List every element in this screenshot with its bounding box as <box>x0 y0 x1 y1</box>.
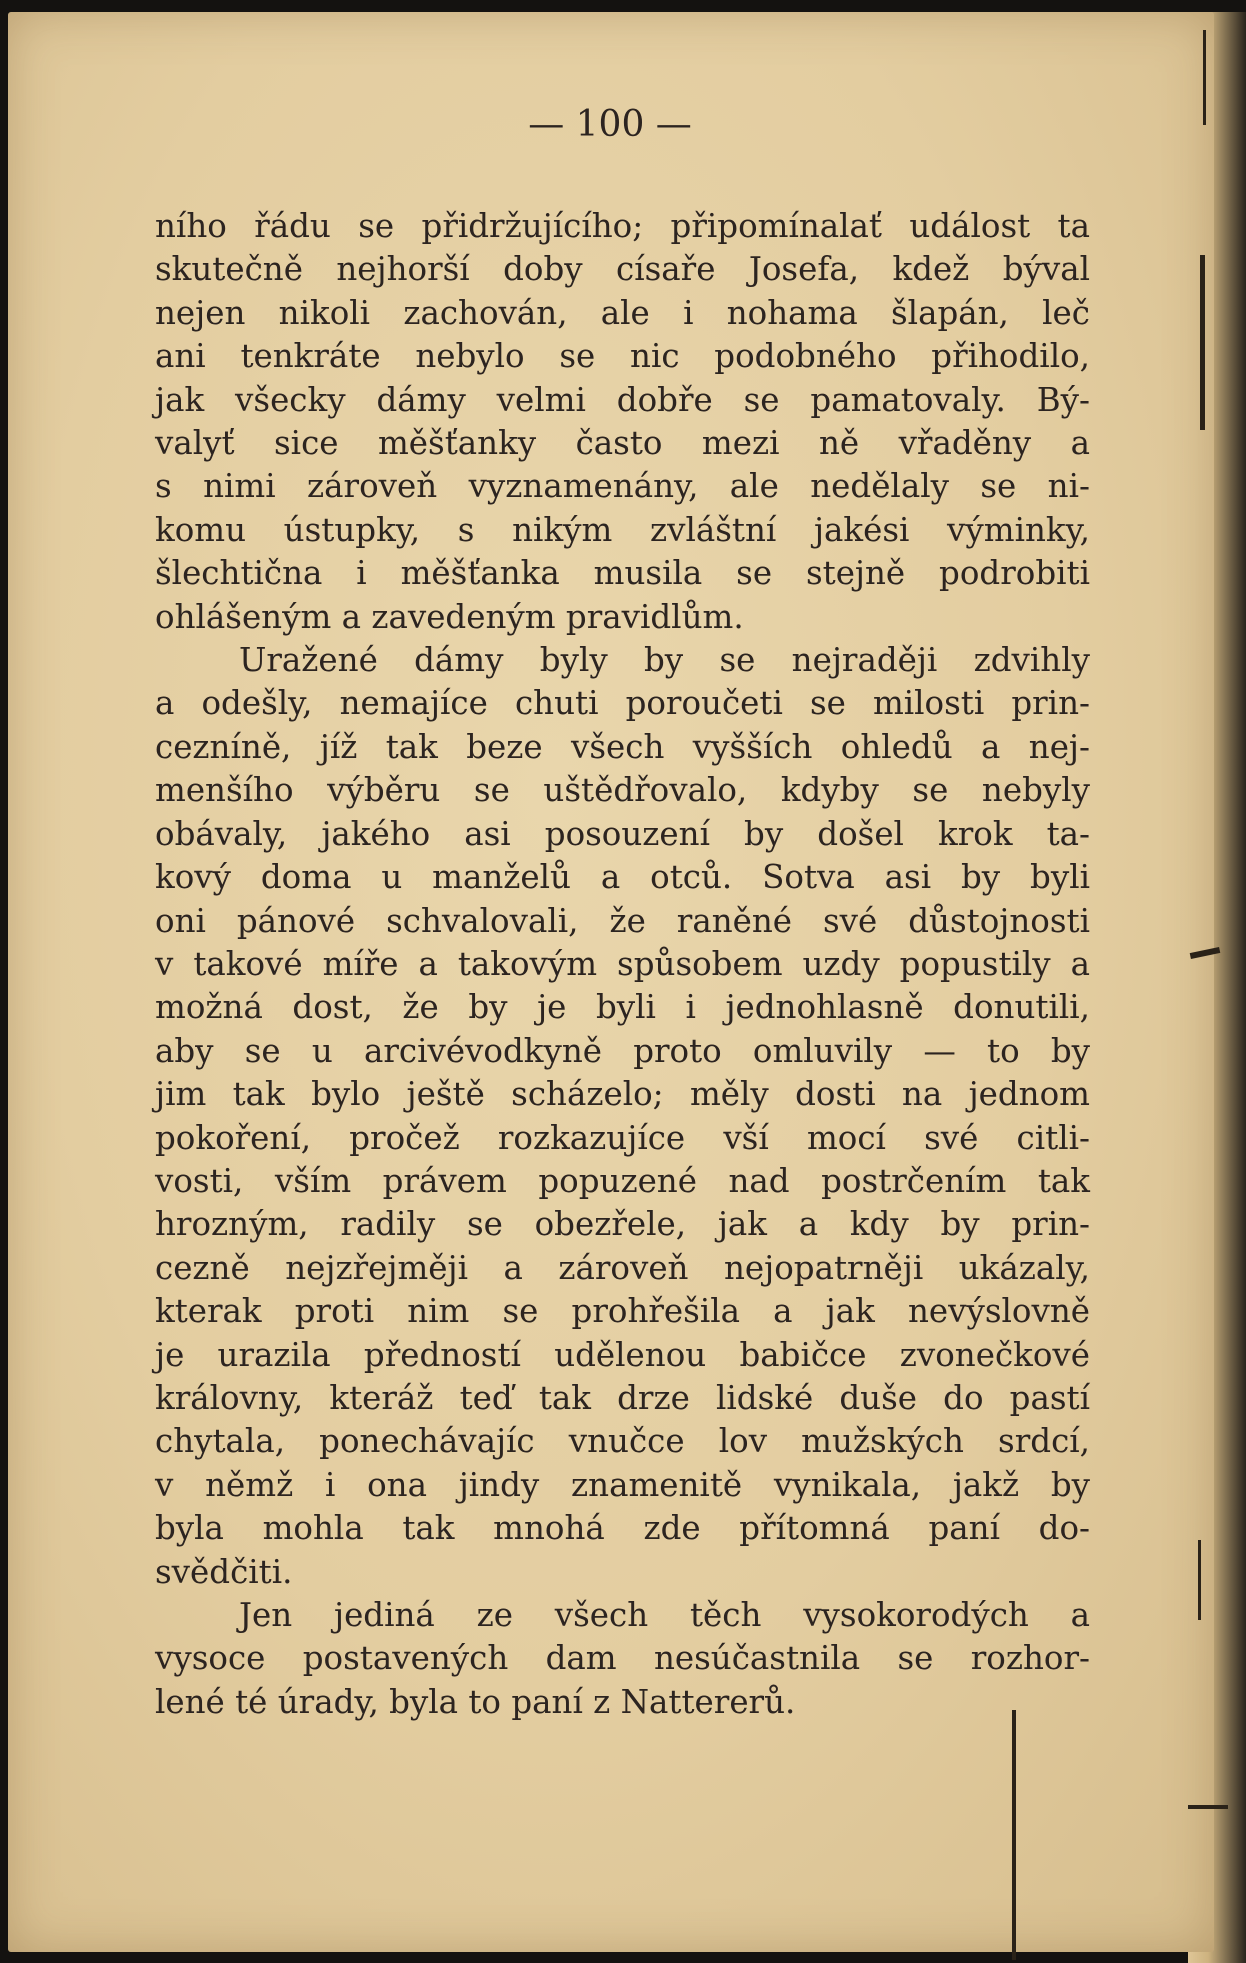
text-line: jak všecky dámy velmi dobře se pamatovaly. Bý- <box>155 380 1090 419</box>
text-line: valyť sice měšťanky často mezi ně vřaděny a <box>155 424 1090 463</box>
body-text <box>155 205 1090 1724</box>
text-line: menšího výběru se uštědřovalo, kdyby se nebyly <box>155 771 1090 810</box>
text-line: v takové míře a takovým spůsobem uzdy popustily a <box>155 944 1090 983</box>
text-line: kový doma u manželů a otců. Sotva asi by byli <box>155 858 1090 897</box>
edge-shadow-line <box>1012 1710 1016 1960</box>
text-line: cezníně, jíž tak beze všech vyšších ohledů a nej- <box>155 727 1090 766</box>
text-line: šlechtična i měšťanka musila se stejně podrobiti <box>155 554 1090 593</box>
text-line: vosti, vším právem popuzené nad postrčením tak <box>155 1161 1090 1200</box>
text-line: nejen nikoli zachován, ale i nohama šlapán, leč <box>155 293 1090 332</box>
text-line: Jen jediná ze všech těch vysokorodých a <box>239 1596 1090 1634</box>
margin-scuff <box>1188 1805 1228 1809</box>
text-line: ohlášeným a zavedeným pravidlům. <box>155 597 744 636</box>
text-line: byla mohla tak mnohá zde přítomná paní do- <box>155 1509 1090 1548</box>
paragraph <box>155 205 1090 639</box>
text-line: ního řádu se přidržujícího; připomínalať událost ta <box>155 207 1090 245</box>
text-line: aby se u arcivévodkyně proto omluvily — to by <box>155 1031 1090 1070</box>
text-line: královny, kteráž teď tak drze lidské duše do pastí <box>155 1378 1090 1417</box>
text-line: kterak proti nim se prohřešila a jak nevýslovně <box>155 1292 1090 1331</box>
text-line: a odešly, nemajíce chuti poroučeti se milosti prin- <box>155 684 1090 723</box>
paragraph <box>155 639 1090 1594</box>
text-line: je urazila předností udělenou babičce zvonečkové <box>155 1335 1090 1374</box>
text-line: svědčiti. <box>155 1552 293 1591</box>
text-line: obávaly, jakého asi posouzení by došel krok ta- <box>155 814 1090 853</box>
text-line: pokoření, pročež rozkazujíce vší mocí své citli- <box>155 1118 1090 1157</box>
paragraph <box>155 1594 1090 1724</box>
text-line: možná dost, že by je byli i jednohlasně donutili, <box>155 988 1090 1027</box>
text-line: v němž i ona jindy znamenitě vynikala, jakž by <box>155 1465 1090 1504</box>
text-line: Uražené dámy byly by se nejraději zdvihly <box>239 641 1090 680</box>
text-line: vysoce postavených dam nesúčastnila se rozhor- <box>155 1639 1090 1678</box>
text-line: ani tenkráte nebylo se nic podobného přihodilo, <box>155 337 1090 376</box>
page-number: — 100 — <box>528 104 692 145</box>
text-line: skutečně nejhorší doby císaře Josefa, kdež býval <box>155 250 1090 289</box>
text-line: jim tak bylo ještě scházelo; měly dosti na jednom <box>155 1075 1090 1114</box>
text-line: oni pánové schvalovali, že raněné své důstojnosti <box>155 901 1090 940</box>
text-line: lené té úrady, byla to paní z Nattererů. <box>155 1682 796 1721</box>
text-line: hrozným, radily se obezřele, jak a kdy by prin- <box>155 1205 1090 1244</box>
edge-shadow-line <box>1200 255 1205 430</box>
text-line: chytala, ponechávajíc vnučce lov mužských srdcí, <box>155 1422 1090 1461</box>
text-line: cezně nejzřejměji a zároveň nejopatrněji ukázaly, <box>155 1248 1090 1287</box>
edge-shadow-line <box>1198 1540 1201 1620</box>
text-line: komu ústupky, s nikým zvláštní jakési výminky, <box>155 510 1090 549</box>
text-line: s nimi zároveň vyznamenány, ale nedělaly se ni- <box>155 467 1090 506</box>
